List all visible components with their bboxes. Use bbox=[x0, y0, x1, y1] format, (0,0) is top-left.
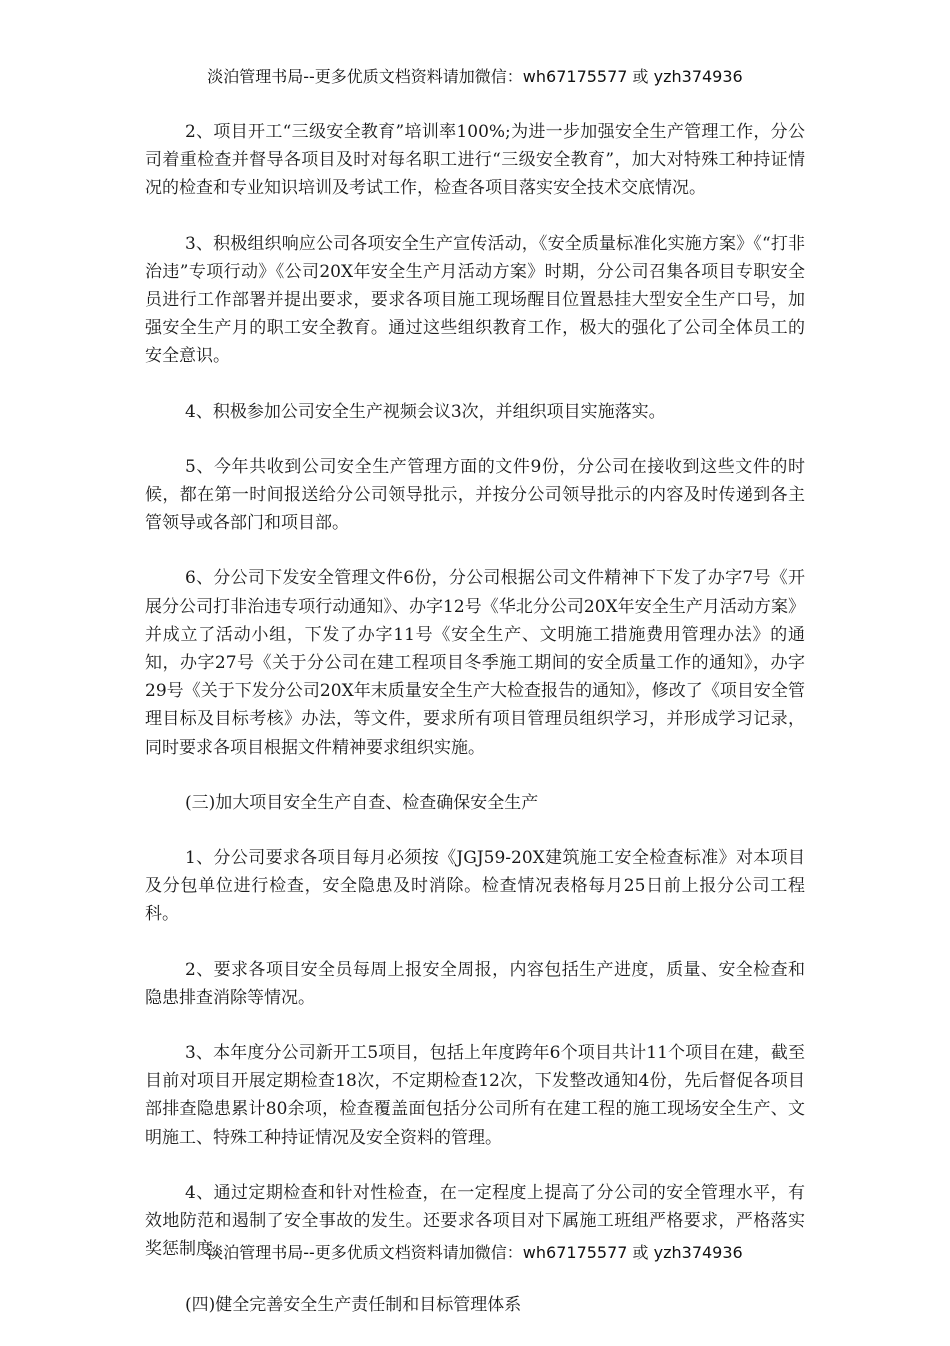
paragraph: 1、分公司要求各项目每月必须按《JGJ59-20X建筑施工安全检查标准》对本项目及分包单位进行检查，安全隐患及时消除。检查情况表格每月25日前上报分公司工程科。 bbox=[145, 848, 805, 925]
paragraph: 3、本年度分公司新开工5项目，包括上年度跨年6个项目共计11个项目在建，截至目前对项目开展定期检查18次，不定期检查12次，下发整改通知4份，先后督促各项目部排查隐患累计80余项，检查覆盖面包括分公司所有在建工程的施工现场安全生产、文明施工、特殊工种持证情况及安全资料的管理。 bbox=[145, 1043, 805, 1148]
page-header: 淡泊管理书局--更多优质文档资料请加微信：wh67175577 或 yzh374936 bbox=[207, 67, 743, 86]
paragraph: 6、分公司下发安全管理文件6份，分公司根据公司文件精神下下发了办字7号《开展分公司打非治违专项行动通知》、办字12号《华北分公司20X年安全生产月活动方案》并成立了活动小组，下发了办字11号《安全生产、文明施工措施费用管理办法》的通知，办字27号《关于分公司在建工程项目冬季施工期间的安全质量工作的通知》，办字29号《关于下发分公司20X年末质量安全生产大检查报告的通知》，修改了《项目安全管理目标及目标考核》办法，等文件，要求所有项目管理员组织学习，并形成学习记录，同时要求各项目根据文件精神要求组织实施。 bbox=[145, 568, 805, 758]
section-heading: (三)加大项目安全生产自查、检查确保安全生产 bbox=[185, 792, 539, 813]
section-heading: (四)健全完善安全生产责任制和目标管理体系 bbox=[185, 1294, 522, 1315]
document-body bbox=[145, 118, 805, 1346]
paragraph: 2、项目开工“三级安全教育”培训率100%;为进一步加强安全生产管理工作，分公司着重检查并督导各项目及时对每名职工进行“三级安全教育”，加大对特殊工种持证情况的检查和专业知识培训及考试工作，检查各项目落实安全技术交底情况。 bbox=[145, 122, 805, 199]
page-footer: 淡泊管理书局--更多优质文档资料请加微信：wh67175577 或 yzh374936 bbox=[207, 1243, 743, 1262]
paragraph: 2、要求各项目安全员每周上报安全周报，内容包括生产进度，质量、安全检查和隐患排查消除等情况。 bbox=[145, 959, 805, 1008]
paragraph: 5、今年共收到公司安全生产管理方面的文件9份，分公司在接收到这些文件的时候，都在第一时间报送给分公司领导批示，并按分公司领导批示的内容及时传递到各主管领导或各部门和项目部。 bbox=[145, 456, 805, 534]
paragraph: 4、通过定期检查和针对性检查，在一定程度上提高了分公司的安全管理水平，有效地防范和遏制了安全事故的发生。还要求各项目对下属施工班组严格要求，严格落实奖惩制度。 bbox=[145, 1182, 805, 1260]
paragraph: 3、积极组织响应公司各项安全生产宣传活动，《安全质量标准化实施方案》《“打非治违”专项行动》《公司20X年安全生产月活动方案》时期，分公司召集各项目专职安全员进行工作部署并提出要求，要求各项目施工现场醒目位置悬挂大型安全生产口号，加强安全生产月的职工安全教育。通过这些组织教育工作，极大的强化了公司全体员工的安全意识。 bbox=[145, 233, 805, 367]
paragraph: 4、积极参加公司安全生产视频会议3次，并组织项目实施落实。 bbox=[185, 401, 666, 422]
